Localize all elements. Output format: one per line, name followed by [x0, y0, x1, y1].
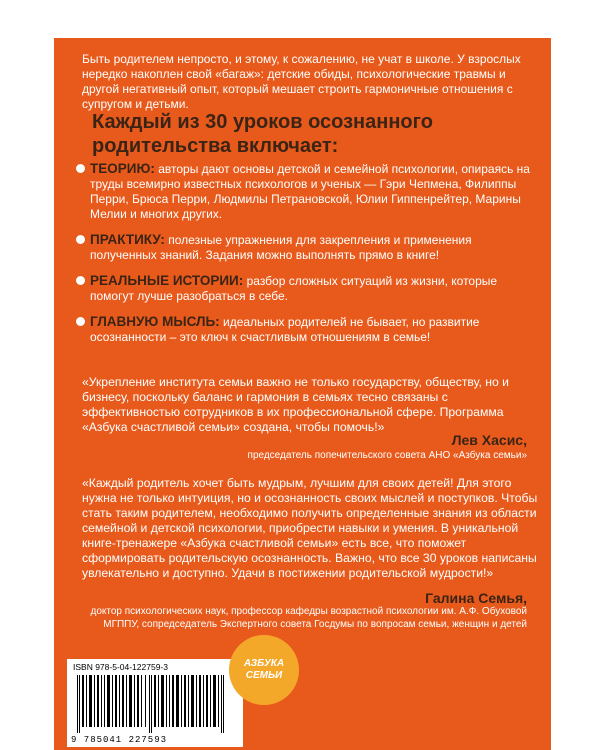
bullet-key: РЕАЛЬНЫЕ ИСТОРИИ: [90, 273, 244, 288]
bullet-key: ТЕОРИЮ: [90, 161, 155, 176]
bullet-stories [76, 273, 536, 304]
bullet-practice [76, 232, 536, 263]
quote-2-role: доктор психологических наук, профессор кафедры возрастной психологии им. А.Ф. Обуховой МГППУ, сопредседатель Экспертного совета Госдумы по вопросам семьи, женщин и детей [90, 606, 527, 630]
bullet-main-idea [76, 314, 536, 345]
bullet-dot-icon [76, 164, 85, 173]
bullet-dot-icon [76, 317, 85, 326]
bullet-dot-icon [76, 235, 85, 244]
barcode-bars-icon [71, 675, 239, 733]
barcode-digits: 9 785041 227593 [71, 735, 168, 745]
quote-2-author: Галина Семья, [425, 590, 527, 606]
back-cover [54, 38, 551, 750]
intro-paragraph: Быть родителем непросто, и этому, к сожалению, не учат в школе. У взрослых нередко накоплен свой «багаж»: детские обиды, психологические травмы и другой негативный опыт, который мешает строить гармоничные отношения с супругом и детьми. [82, 52, 521, 111]
quote-1-role: председатель попечительского совета АНО «Азбука семьи» [247, 450, 527, 461]
barcode [67, 659, 243, 747]
bullet-text: идеальных родителей не бывает, но развитие осознанности – это ключ к счастливым отношениям в семье! [90, 315, 480, 344]
isbn-label: ISBN 978-5-04-122759-3 [73, 662, 168, 672]
bullet-text: полезные упражнения для закрепления и применения полученных знаний. Задания можно выполнять прямо в книге! [90, 233, 472, 262]
bullet-key: ПРАКТИКУ: [90, 232, 165, 247]
bullet-key: ГЛАВНУЮ МЫСЛЬ: [90, 314, 220, 329]
bullet-text: авторы дают основы детской и семейной психологии, опираясь на труды всемирно известных психологов и ученых — Гэри Чепмена, Филиппы Перри, Брюса Перри, Людмилы Петрановской, Юлии Гиппенрейтер, Марины Мелии и многих других. [90, 162, 530, 221]
azbuka-semyi-logo [229, 635, 299, 705]
bullet-theory [76, 161, 536, 222]
logo-line-1: АЗБУКА [243, 658, 285, 669]
bullet-text: разбор сложных ситуаций из жизни, которые помогут лучше разобраться в себе. [90, 274, 498, 303]
bullet-dot-icon [76, 276, 85, 285]
quote-1: «Укрепление института семьи важно не только государству, обществу, но и бизнесу, поскольку баланс и гармония в семьях тесно связаны с эффективностью сотрудников в их профессиональной сфере. Программа «Азбука счастливой семьи» создана, чтобы помочь!» [82, 375, 509, 434]
quote-2: «Каждый родитель хочет быть мудрым, лучшим для своих детей! Для этого нужна не только интуиция, но и осознанность своих мыслей и поступков. Чтобы стать таким родителем, необходимо получить определенные знания из области семейной и детской психологии, приобрести навыки и умения. В уникальной книге-тренажере «Азбука счастливой семьи» есть все, что поможет сформировать родительскую осознанность. Важно, что все 30 уроков написаны увлекательно и доступно. Удачи в постижении родительской мудрости!» [82, 476, 538, 580]
headline: Каждый из 30 уроков осознанного родительства включает: [92, 111, 433, 157]
quote-1-author: Лев Хасис, [451, 432, 527, 448]
logo-line-2: СЕМЬИ [245, 670, 283, 681]
